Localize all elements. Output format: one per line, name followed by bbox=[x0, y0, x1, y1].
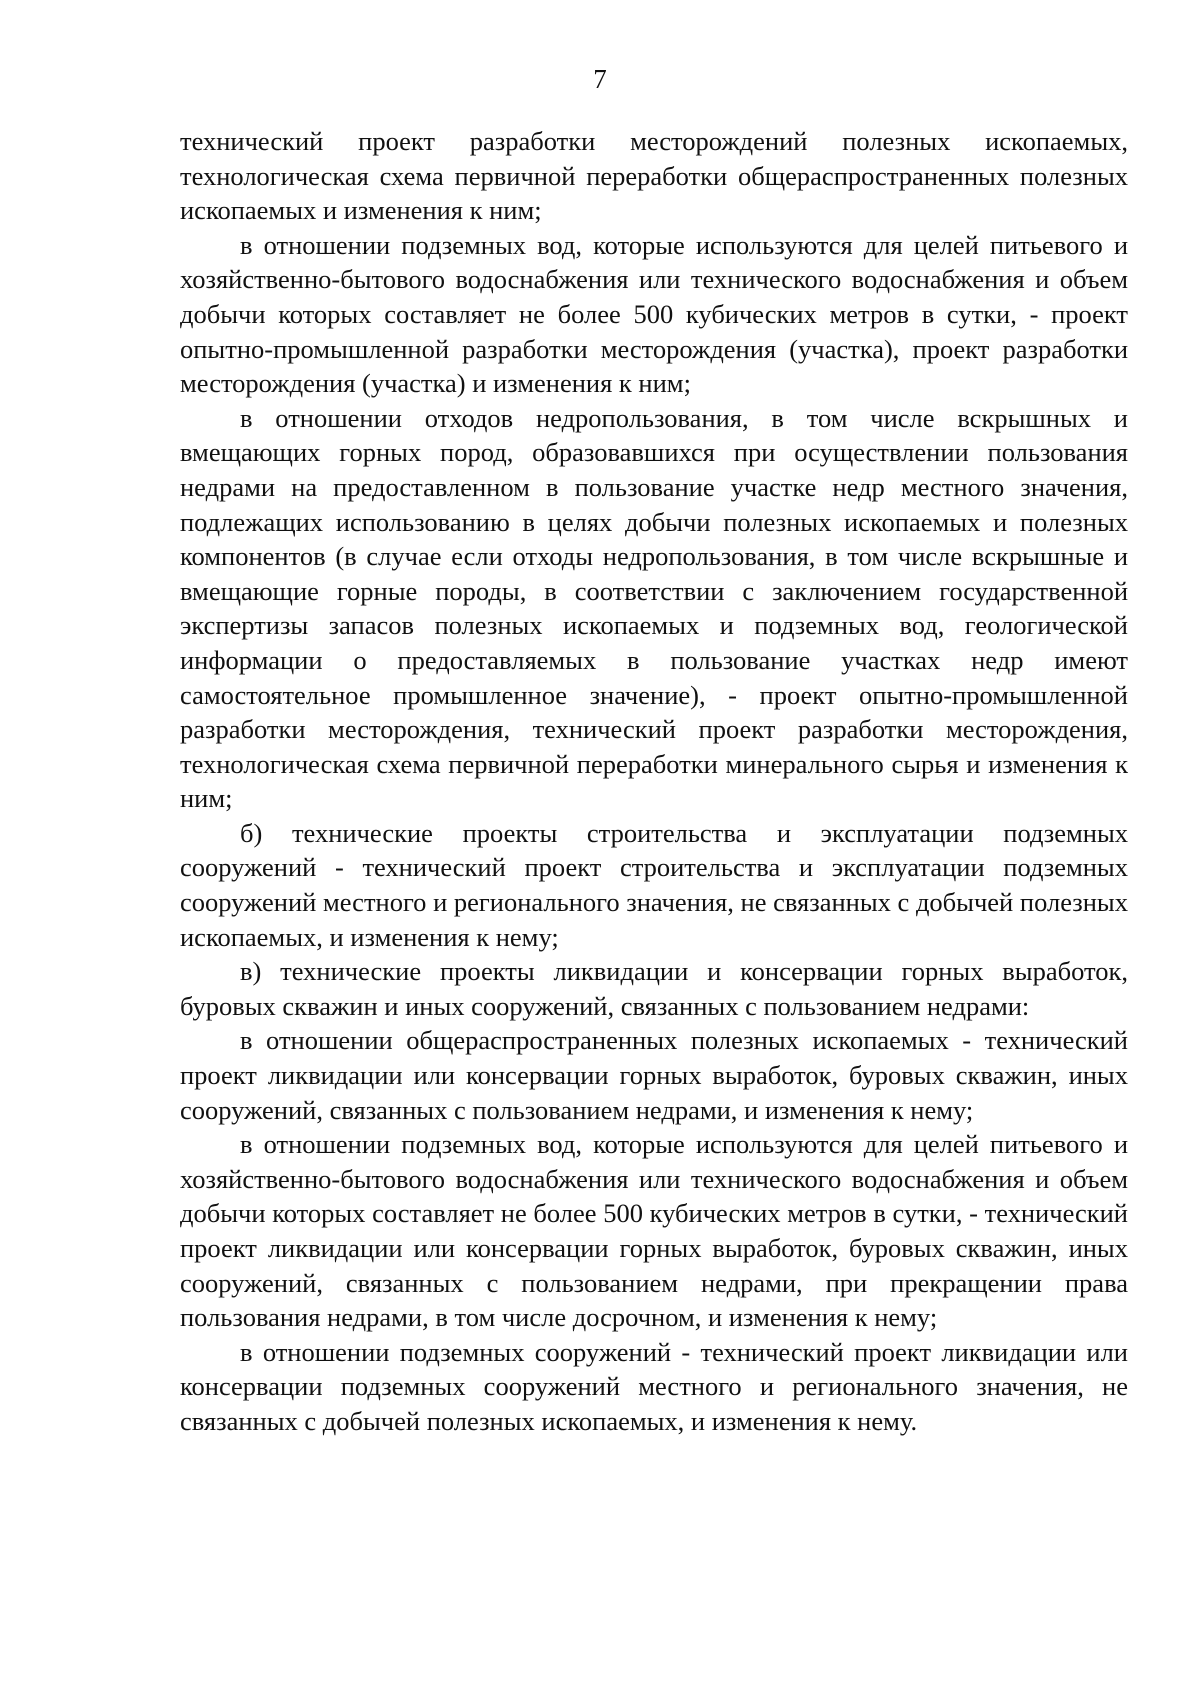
paragraph-continuation: технический проект разработки месторождений полезных ископаемых, технологическая схема первичной переработки общераспространенных полезных ископаемых и изменения к ним; bbox=[180, 126, 1128, 226]
page-number: 7 bbox=[593, 64, 607, 94]
paragraph-item-v-liquidation: в) технические проекты ликвидации и консервации горных выработок, буровых скважин и иных сооружений, связанных с пользованием недрами: bbox=[180, 956, 1128, 1021]
paragraph-groundwater-development: в отношении подземных вод, которые используются для целей питьевого и хозяйственно-бытового водоснабжения или технического водоснабжения и объем добычи которых составляет не более 500 кубических метров в сутки, - проект опытно-промышленной разработки месторождения (участка), проект разработки месторождения (участка) и изменения к ним; bbox=[180, 229, 1128, 399]
paragraph-groundwater-liquidation: в отношении подземных вод, которые используются для целей питьевого и хозяйственно-бытового водоснабжения или технического водоснабжения и объем добычи которых составляет не более 500 кубических метров в сутки, - технический проект ликвидации или консервации горных выработок, буровых скважин, иных сооружений, связанных с пользованием недрами, при прекращении права пользования недрами, в том числе досрочном, и изменения к нему; bbox=[180, 1129, 1128, 1333]
paragraph-waste-subsoil-use: в отношении отходов недропользования, в том числе вскрышных и вмещающих горных пород, образовавшихся при осуществлении пользования недрами на предоставленном в пользование участке недр местного значения, подлежащих использованию в целях добычи полезных ископаемых и полезных компонентов (в случае если отходы недропользования, в том числе вскрышные и вмещающие горные породы, в соответствии с заключением государственной экспертизы запасов полезных ископаемых и подземных вод, геологической информации о предоставляемых в пользование участках недр имеют самостоятельное промышленное значение), - проект опытно-промышленной разработки месторождения, технический проект разработки месторождения, технологическая схема первичной переработки минерального сырья и изменения к ним; bbox=[180, 402, 1128, 814]
paragraph-common-minerals-liquidation: в отношении общераспространенных полезных ископаемых - технический проект ликвидации или консервации горных выработок, буровых скважин, иных сооружений, связанных с пользованием недрами, и изменения к нему; bbox=[180, 1025, 1128, 1125]
paragraph-item-b-underground-structures: б) технические проекты строительства и эксплуатации подземных сооружений - технический проект строительства и эксплуатации подземных сооружений местного и регионального значения, не связанных с добычей полезных ископаемых, и изменения к нему; bbox=[180, 817, 1128, 952]
paragraph-underground-structures-liquidation: в отношении подземных сооружений - технический проект ликвидации или консервации подземных сооружений местного и регионального значения, не связанных с добычей полезных ископаемых, и изменения к нему. bbox=[180, 1336, 1128, 1436]
document-body bbox=[180, 124, 1128, 1439]
